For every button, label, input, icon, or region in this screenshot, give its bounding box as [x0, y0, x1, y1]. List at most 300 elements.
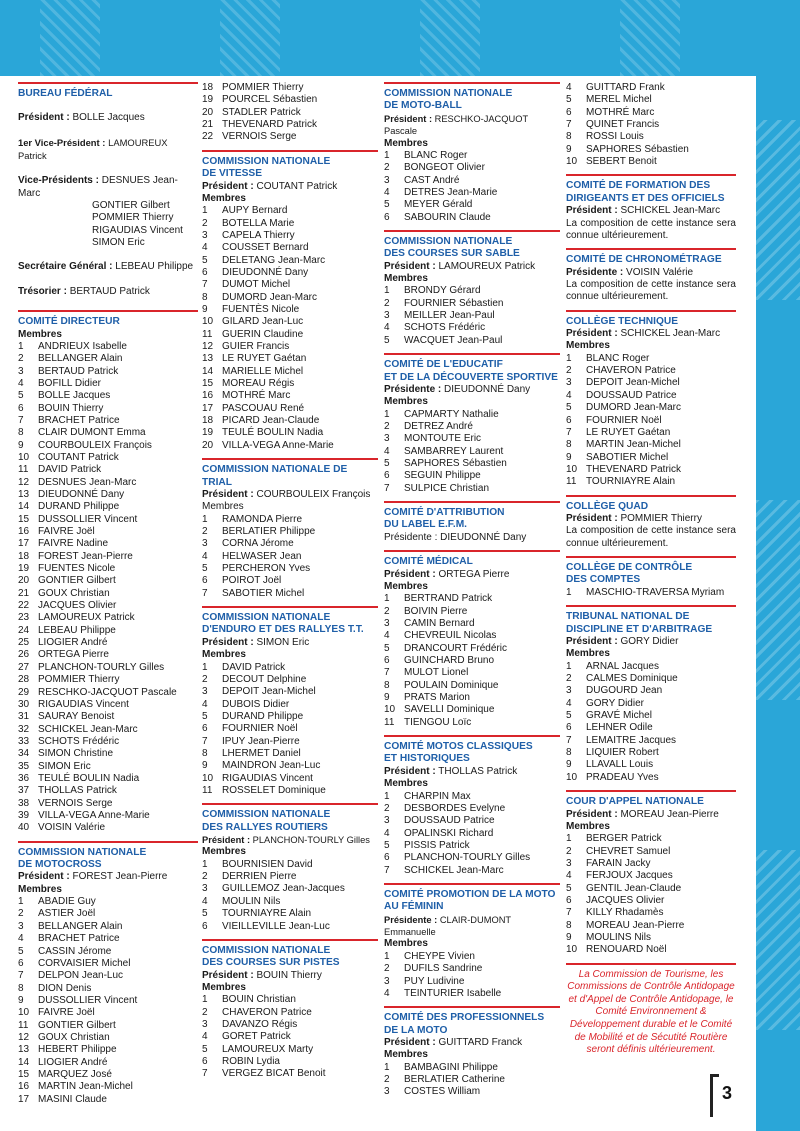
member-number: 9 — [566, 759, 572, 771]
member-name: GUITTARD Frank — [586, 82, 665, 93]
section-title-line: DES COURSES SUR SABLE — [384, 248, 520, 260]
member-row — [18, 501, 198, 513]
member-row — [202, 1044, 378, 1056]
member-number: 15 — [202, 378, 214, 390]
member-row — [384, 446, 560, 458]
section-title-line: DE MOTO-BALL — [384, 100, 462, 112]
member-name: TOURNIAYRE Alain — [222, 908, 312, 920]
member-name: BERTAUD Patrick — [38, 365, 119, 377]
college-quad — [566, 495, 736, 550]
tribunal-national — [566, 605, 736, 784]
member-name: COURBOULEIX François — [38, 439, 152, 451]
member-row — [202, 699, 378, 711]
member-row — [18, 600, 198, 612]
member-name: DEPOIT Jean-Michel — [586, 377, 680, 389]
member-name: BERGER Patrick — [586, 833, 662, 845]
member-row — [566, 82, 736, 94]
member-row — [566, 895, 736, 907]
member-number: 6 — [18, 957, 24, 969]
section-title-line: COLLÈGE TECHNIQUE — [566, 315, 679, 327]
member-number: 7 — [384, 864, 390, 876]
member-number: 15 — [18, 1068, 30, 1080]
member-name: MARTIN Jean-Michel — [586, 439, 681, 451]
member-name: DECOUT Delphine — [222, 673, 307, 685]
member-number: 5 — [202, 562, 208, 574]
member-name: POIROT Joël — [222, 575, 282, 587]
member-number: 17 — [18, 1093, 30, 1105]
member-name: RESCHKO-JACQUOT Pascale — [38, 686, 177, 698]
member-name: MASINI Claude — [38, 1093, 107, 1105]
section-title-line: DES COMPTES — [566, 574, 641, 586]
member-number: 6 — [202, 920, 208, 932]
member-number: 2 — [202, 217, 208, 229]
member-row — [18, 1081, 198, 1093]
member-number: 12 — [202, 341, 214, 352]
member-number: 6 — [18, 402, 24, 414]
member-row — [566, 661, 736, 673]
member-row — [202, 304, 378, 316]
member-row — [18, 711, 198, 723]
section-title — [202, 150, 378, 181]
member-number: 18 — [18, 550, 30, 562]
member-number: 19 — [202, 94, 214, 106]
member-number: 27 — [18, 661, 30, 673]
member-row — [202, 859, 378, 871]
member-row — [384, 791, 560, 803]
member-name: MEYER Gérald — [404, 199, 473, 211]
section-title-line: COMITÉ PROMOTION DE LA MOTO — [384, 888, 556, 900]
member-number: 35 — [18, 760, 30, 772]
member-number: 7 — [202, 735, 208, 747]
member-name: CORVAISIER Michel — [38, 957, 131, 969]
member-number: 6 — [384, 852, 390, 864]
member-name: PRATS Marion — [404, 692, 470, 704]
top-banner — [0, 0, 800, 76]
member-number: 6 — [202, 575, 208, 587]
member-number: 10 — [566, 771, 578, 783]
member-name: DUFILS Sandrine — [404, 963, 483, 975]
member-name: BOUIN Christian — [222, 994, 296, 1006]
section-title — [566, 605, 736, 636]
member-name: BONGEOT Olivier — [404, 162, 485, 174]
member-number: 16 — [202, 390, 214, 402]
section-title-line: COMMISSION NATIONALE — [202, 809, 331, 821]
section-title — [202, 803, 378, 834]
member-name: HELWASER Jean — [222, 550, 302, 562]
member-row — [202, 908, 378, 920]
member-name: DERRIEN Pierre — [222, 871, 297, 883]
member-row — [18, 341, 198, 353]
member-number: 2 — [384, 802, 390, 814]
vp-name: SIMON Eric — [92, 237, 145, 249]
member-row — [384, 828, 560, 840]
member-row — [202, 316, 378, 328]
section-title-line: DE VITESSE — [202, 168, 263, 180]
member-name: SAURAY Benoist — [38, 711, 115, 723]
member-row — [202, 230, 378, 242]
member-number: 1 — [566, 586, 572, 598]
member-row — [384, 285, 560, 297]
member-row — [18, 724, 198, 736]
member-number: 10 — [566, 156, 578, 168]
member-name: ARNAL Jacques — [586, 660, 659, 672]
member-number: 9 — [18, 439, 24, 451]
member-name: DELPON Jean-Luc — [38, 970, 124, 982]
member-number: 3 — [202, 538, 208, 550]
member-row — [384, 433, 560, 445]
member-row — [384, 1086, 560, 1098]
member-number: 1 — [384, 408, 390, 420]
section-title-line: AU FÉMININ — [384, 901, 444, 913]
member-row — [202, 255, 378, 267]
secretaire-line: Secrétaire Général : LEBEAU Philippe — [18, 261, 194, 273]
member-name: TEULÉ BOULIN Nadia — [222, 427, 324, 439]
member-number: 5 — [18, 945, 24, 957]
member-name: VOISIN Valérie — [38, 822, 106, 834]
section-title — [384, 550, 560, 568]
member-name: POMMIER Thierry — [222, 82, 304, 93]
member-name: BOUIN Thierry — [38, 402, 104, 414]
member-number: 6 — [566, 106, 572, 118]
member-name: GOUX Christian — [38, 587, 110, 599]
member-name: LAMOUREUX Marty — [222, 1043, 314, 1055]
member-row — [202, 119, 378, 131]
member-row — [566, 390, 736, 402]
member-number: 7 — [202, 279, 208, 291]
column-2 — [202, 82, 378, 1087]
member-number: 1 — [384, 790, 390, 802]
commission-trial — [202, 458, 378, 600]
member-name: DELETANG Jean-Marc — [222, 254, 326, 266]
member-name: FAIVRE Nadine — [38, 538, 109, 550]
member-name: PLANCHON-TOURLY Gilles — [404, 852, 531, 864]
member-name: SEGUIN Philippe — [404, 470, 481, 482]
member-number: 6 — [384, 470, 390, 482]
member-row — [566, 464, 736, 476]
member-name: COUSSET Bernard — [222, 242, 309, 254]
section-title-line: DES RALLYES ROUTIERS — [202, 821, 328, 833]
member-name: LIQUIER Robert — [586, 747, 659, 759]
composition-note: La composition de cette instance sera connue ultérieurement. — [566, 217, 736, 241]
member-name: BAMBAGINI Philippe — [404, 1061, 498, 1073]
member-name: BOTELLA Marie — [222, 217, 295, 229]
member-row — [566, 439, 736, 451]
member-number: 2 — [384, 297, 390, 309]
members-label: Membres — [384, 778, 428, 790]
member-number: 11 — [18, 1019, 29, 1031]
member-name: BRACHET Patrice — [38, 414, 120, 426]
member-row — [202, 440, 378, 452]
section-title-line: COMMISSION NATIONALE — [202, 155, 331, 167]
member-number: 6 — [566, 722, 572, 734]
member-name: LE RUYET Gaétan — [586, 426, 671, 438]
president-line: Présidente : DIEUDONNÉ Dany — [384, 531, 527, 543]
member-name: ASTIER Joël — [38, 908, 96, 920]
member-number: 2 — [384, 162, 390, 174]
member-number: 30 — [18, 698, 30, 710]
member-name: FARAIN Jacky — [586, 857, 651, 869]
section-title — [566, 174, 736, 205]
member-number: 4 — [384, 186, 390, 198]
member-number: 1 — [202, 858, 208, 870]
comite-professionnels-continued — [566, 82, 736, 168]
member-row — [202, 292, 378, 304]
banner-texture — [756, 850, 800, 1030]
member-name: SIMON Eric — [38, 760, 91, 772]
member-row — [384, 298, 560, 310]
member-name: LEMAITRE Jacques — [586, 734, 677, 746]
member-name: RENOUARD Noël — [586, 944, 667, 956]
member-number: 7 — [18, 414, 24, 426]
member-row — [202, 921, 378, 933]
member-name: COSTES William — [404, 1086, 481, 1098]
member-name: FOURNIER Noël — [222, 723, 298, 735]
member-name: LIOGIER André — [38, 1056, 108, 1068]
member-row — [384, 175, 560, 187]
member-number: 1 — [202, 205, 208, 217]
member-number: 3 — [384, 310, 390, 322]
member-row — [384, 865, 560, 877]
member-number: 1 — [18, 896, 24, 908]
member-number: 9 — [566, 143, 572, 155]
member-number: 3 — [566, 685, 572, 697]
member-name: CHEYPE Vivien — [404, 950, 475, 962]
member-number: 8 — [18, 427, 24, 439]
members-label: Membres — [202, 649, 246, 661]
college-technique — [566, 310, 736, 489]
member-name: CAMIN Bernard — [404, 617, 475, 629]
banner-texture — [620, 0, 680, 76]
member-number: 3 — [384, 617, 390, 629]
member-name: SCHOTS Frédéric — [404, 322, 486, 334]
president-line: Président : POMMIER Thierry — [566, 512, 702, 524]
member-row — [202, 366, 378, 378]
member-number: 4 — [18, 377, 24, 389]
member-row — [384, 322, 560, 334]
members-label: Membres — [18, 883, 62, 895]
member-number: 22 — [18, 600, 30, 612]
member-number: 5 — [202, 710, 208, 722]
member-row — [18, 551, 198, 563]
member-row — [18, 1044, 198, 1056]
section-title — [566, 310, 736, 328]
members-label: Membres — [384, 938, 428, 950]
member-number: 7 — [566, 907, 572, 919]
member-row — [202, 748, 378, 760]
member-number: 38 — [18, 797, 30, 809]
section-title-line: DE MOTOCROSS — [18, 859, 102, 871]
member-row — [202, 760, 378, 772]
member-number: 9 — [566, 451, 572, 463]
member-row — [18, 1094, 198, 1106]
member-number: 9 — [566, 931, 572, 943]
member-number: 21 — [202, 119, 214, 131]
member-name: SABOTIER Michel — [222, 587, 305, 599]
member-row — [18, 773, 198, 785]
member-name: GUINCHARD Bruno — [404, 655, 495, 666]
cour-appel — [566, 790, 736, 957]
member-number: 32 — [18, 723, 30, 735]
member-name: MARTIN Jean-Michel — [38, 1081, 133, 1093]
member-name: LIOGIER André — [38, 637, 108, 649]
member-row — [18, 452, 198, 464]
section-title-line: DE LA MOTO — [384, 1024, 448, 1036]
member-row — [384, 717, 560, 729]
member-name: CALMES Dominique — [586, 673, 678, 684]
member-name: FUENTÈS Nicole — [222, 303, 300, 315]
member-number: 2 — [566, 845, 572, 857]
member-name: FUENTES Nicole — [38, 563, 116, 575]
members-label: Membres — [202, 846, 246, 858]
member-row — [18, 575, 198, 587]
member-name: IPUY Jean-Pierre — [222, 735, 300, 747]
section-title — [384, 82, 560, 113]
member-row — [384, 1074, 560, 1086]
member-row — [202, 1019, 378, 1031]
member-row — [384, 593, 560, 605]
member-name: DUGOURD Jean — [586, 685, 663, 697]
member-name: BOIVIN Pierre — [404, 605, 468, 617]
member-number: 4 — [202, 242, 208, 254]
member-row — [566, 119, 736, 131]
president-line: Président : MOREAU Jean-Pierre — [566, 808, 719, 820]
member-row — [202, 107, 378, 119]
member-row — [566, 402, 736, 414]
member-name: BLANC Roger — [404, 149, 468, 161]
vp-name: RIGAUDIAS Vincent — [92, 224, 183, 236]
member-name: FOREST Jean-Pierre — [38, 550, 133, 562]
member-name: LLAVALL Louis — [586, 759, 654, 771]
members-label: Membres — [384, 580, 428, 592]
member-name: RAMONDA Pierre — [222, 513, 303, 525]
member-row — [202, 1068, 378, 1080]
member-row — [566, 156, 736, 168]
banner-texture — [756, 500, 800, 700]
member-row — [384, 199, 560, 211]
commission-rallyes — [202, 803, 378, 933]
member-number: 5 — [566, 402, 572, 414]
member-row — [202, 390, 378, 402]
tresorier-line: Trésorier : BERTAUD Patrick — [18, 285, 150, 297]
member-row — [566, 883, 736, 895]
member-number: 1 — [384, 149, 390, 161]
member-name: SEBERT Benoit — [586, 156, 657, 168]
member-number: 9 — [18, 994, 24, 1006]
member-number: 7 — [202, 1068, 208, 1080]
president-line: Président : THOLLAS Patrick — [384, 765, 518, 777]
section-title — [384, 230, 560, 261]
section-title — [18, 841, 198, 872]
member-number: 19 — [18, 563, 30, 575]
comite-formation — [566, 174, 736, 242]
member-row — [18, 761, 198, 773]
member-row — [202, 551, 378, 563]
member-row — [384, 483, 560, 495]
member-name: CHARPIN Max — [404, 790, 471, 802]
member-row — [18, 748, 198, 760]
comite-educatif — [384, 353, 560, 495]
member-number: 4 — [384, 445, 390, 457]
member-number: 5 — [202, 1043, 208, 1055]
member-row — [384, 187, 560, 199]
member-row — [202, 1031, 378, 1043]
member-row — [202, 662, 378, 674]
section-title-line: COMITÉ DE CHRONOMÉTRAGE — [566, 254, 722, 266]
president-line: Présidente : VOISIN Valérie — [566, 266, 694, 278]
section-title-line: COMMISSION NATIONALE — [18, 846, 147, 858]
member-row — [566, 377, 736, 389]
member-row — [384, 630, 560, 642]
member-name: DION Denis — [38, 982, 92, 994]
member-number: 8 — [202, 747, 208, 759]
member-name: GENTIL Jean-Claude — [586, 882, 682, 894]
section-title — [566, 790, 736, 808]
member-name: JACQUES Olivier — [38, 600, 117, 612]
member-number: 3 — [18, 920, 24, 932]
member-number: 5 — [566, 882, 572, 894]
member-row — [384, 335, 560, 347]
member-row — [384, 692, 560, 704]
member-name: BOFILL Didier — [38, 377, 101, 389]
member-row — [202, 723, 378, 735]
section-title-line: COUR D'APPEL NATIONALE — [566, 796, 704, 808]
member-name: GRAVÉ Michel — [586, 710, 652, 722]
member-row — [384, 976, 560, 988]
commission-sable — [384, 230, 560, 347]
member-row — [18, 798, 198, 810]
member-number: 13 — [202, 353, 214, 365]
member-name: MOREAU Jean-Pierre — [586, 919, 685, 931]
member-row — [18, 514, 198, 526]
member-name: VERNOIS Serge — [222, 131, 297, 143]
member-name: MOULINS Nils — [586, 931, 652, 943]
member-number: 4 — [384, 322, 390, 334]
member-row — [384, 840, 560, 852]
member-number: 1 — [384, 1061, 390, 1073]
member-row — [384, 655, 560, 667]
member-name: TIENGOU Loïc — [404, 716, 472, 728]
member-number: 8 — [566, 747, 572, 759]
member-name: DAVID Patrick — [222, 661, 286, 673]
members-label: Membres — [384, 273, 428, 285]
member-name: MARQUEZ José — [38, 1068, 112, 1080]
section-title-line: TRIBUNAL NATIONAL DE — [566, 611, 690, 623]
member-row — [202, 131, 378, 143]
member-number: 10 — [566, 944, 578, 956]
member-number: 24 — [18, 624, 30, 636]
member-row — [202, 871, 378, 883]
section-title-line: ET HISTORIQUES — [384, 753, 470, 765]
member-number: 28 — [18, 674, 30, 686]
column-4 — [566, 82, 736, 1057]
member-number: 5 — [202, 254, 208, 266]
member-row — [566, 452, 736, 464]
member-row — [384, 162, 560, 174]
comite-professionnels — [384, 1006, 560, 1099]
member-name: DUMORD Jean-Marc — [222, 291, 318, 303]
members-label: Membres — [18, 328, 62, 340]
member-row — [202, 279, 378, 291]
member-row — [18, 489, 198, 501]
member-name: DURAND Philippe — [222, 710, 304, 722]
member-row — [566, 858, 736, 870]
member-name: VERNOIS Serge — [38, 797, 113, 809]
member-name: SAVELLI Dominique — [404, 704, 495, 716]
member-row — [384, 409, 560, 421]
member-number: 6 — [384, 655, 390, 666]
member-number: 6 — [202, 723, 208, 735]
member-number: 13 — [18, 489, 30, 500]
